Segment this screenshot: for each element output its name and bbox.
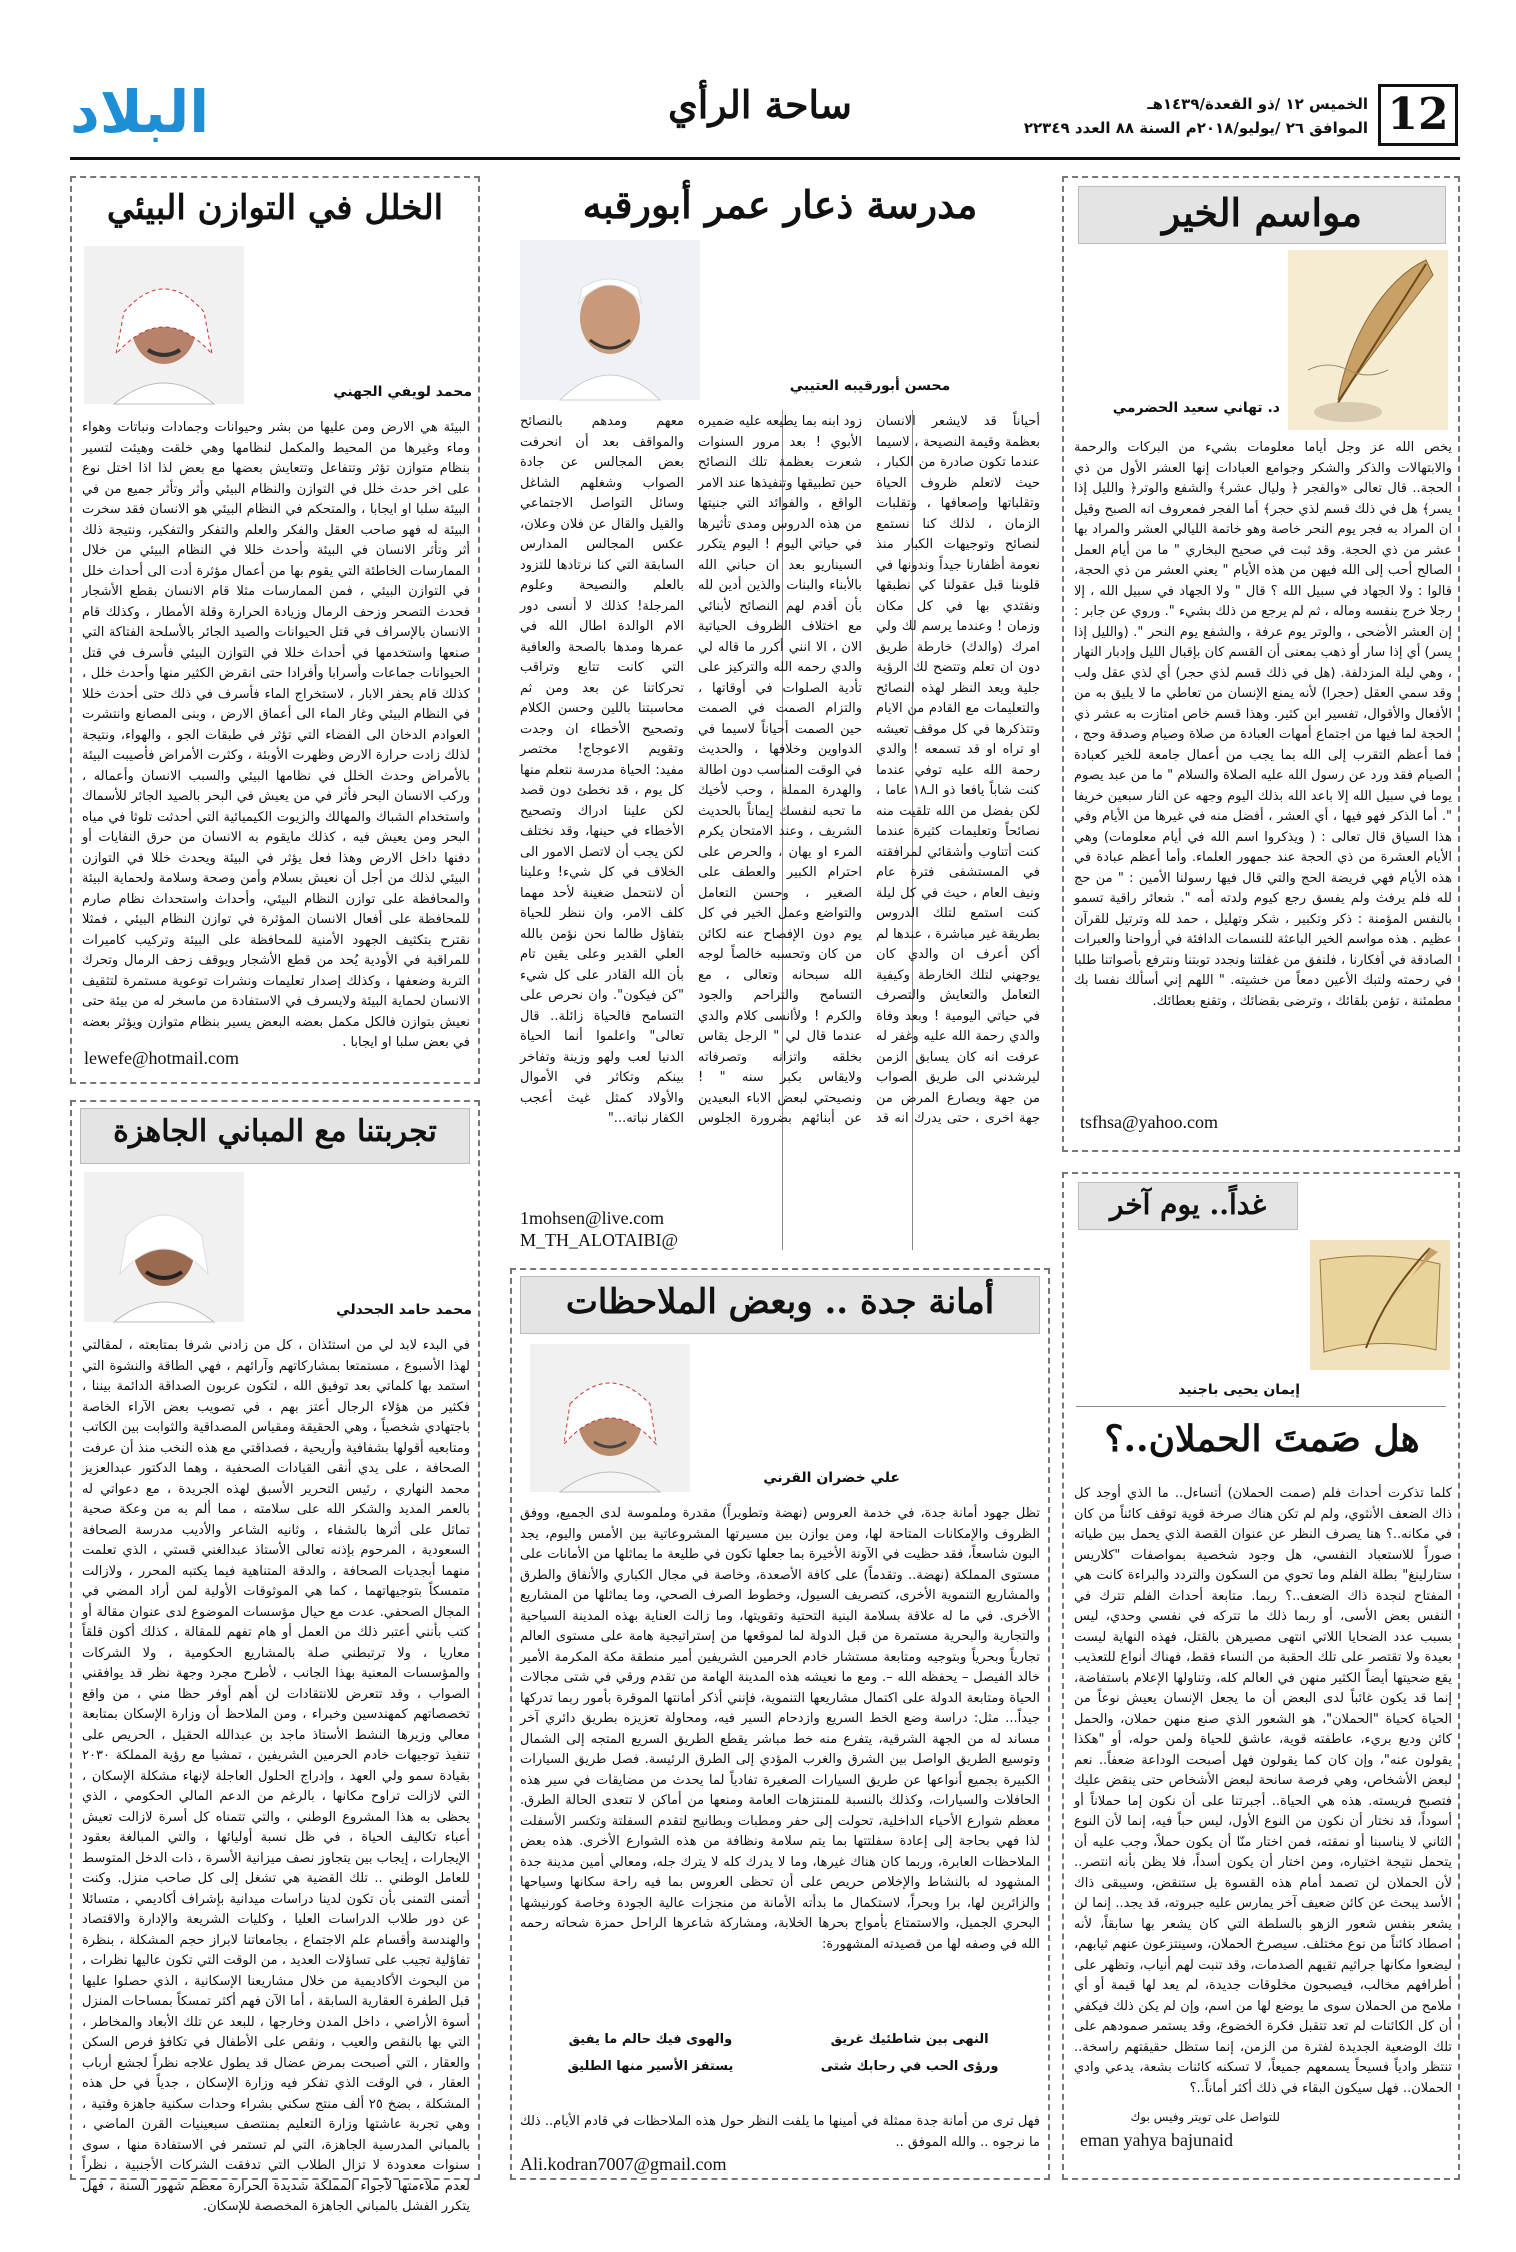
madrasa-body: أحياناً قد لايشعر الانسان بعظمة وقيمة النصيحة ، لاسيما عندما تكون صادرة من الكبار ، حيث لاتعلم ظروف الحياة وتقلباتها وإصعافها ، وتقلبات الزمان ، لذلك كنا نستمع لنصائح وتوجيهات الكبار منذ نعومة أظفارنا جيداً وندونها في قلوبنا قبل عقولنا كي نطبقها ونقتدي بها في كل مكان وزمان ! وعندما يرسم لك ولي امرك (والدك) خارطة طريق دون ان تعلم وتتضح لك الرؤية جلية ويعد النظر لهذه النصائح والتعليمات مع القادم من الايام وتتذكرها في كل موقف تعيشه او تراه او قد تسمعه ! والدي رحمة الله عليه توفي عندما كنت شاباً يافعا ذو الـ١٨ عاما ، لكن بفضل من الله تلقيت منه نصائحاً وتعليمات كثيرة عندما كنت أتناوب وأشقائي لمرافقته في المستشفى فترة عام ونيف العام ، حيث في كل ليلة كنت استمع لتلك الدروس بطريقة غير مباشرة ، عندها لم أكن أعرف ان والدي كان يوجهني لتلك الخارطة وكيفية التعامل والتعايش والتصرف في حياتي اليومية ! وبعد وفاة والدي رحمة الله عليه وغفر له عرفت انه كان يسابق الزمن ليرشدني الى طريق الصواب من جهة ويصارع المرض من جهة اخرى ، حتى يدرك انه قد زود ابنه بما يطيعه عليه ضميره الأبوي ! بعد مرور السنوات شعرت بعظمة تلك النصائح حين تطبيقها وتنفيذها عند الامر الواقع ، والفوائد التي جنيتها من هذه الدروس ومدى تأثيرها في حياتي اليوم ! اليوم يتكرر السيناريو بعد ان حباني الله بالأبناء والبنات والذين أدين لله بأن أقدم لهم النصائح لأبنائي مع اختلاف الظروف الحياتية الان ، الا انني أكرر ما قاله لي والدي رحمه الله والتركيز على تأدية الصلوات في أوقاتها ، والتزام الصمت في الصمت حين الصمت أحياناً لاسيما في الدواوين وخلافها ، والحديث في الوقت المناسب دون اطالة والهدرة المملة ، وحب لأخيك ما تحبه لنفسك إيماناً بالحديث الشريف ، وعند الامتحان يكرم المرء او يهان ، والحرص على احترام الكبير والعطف على الصغير ، وحسن التعامل والتواضع وعمل الخير في كل يوم دون الإفصاح عنه لكائن من كان وتحسبه خالصاً لوجه الله سبحانه وتعالى ، مع التسامح والتراحم والجود والكرم ! ولأانسى كلام والدي عندما قال لي " الرجل يقاس بخلقه واتزانه وتصرفاته ولايقاس بكبر سنه " ! ونصيحتي لبعض الاباء البعيدين عن أبنائهم بضرورة الجلوس معهم ومدهم بالنصائح والمواقف بعد أن انحرفت بعض المجالس عن جادة الصواب وشغلهم الشاغل وسائل التواصل الاجتماعي والقيل والقال عن فلان وعلان، عكس المجالس المدارس السابقة التي كنا نرتادها للتزود بالعلم والنصيحة وعلوم المرجلة! كذلك لا أنسى دور الام الوالدة اطال الله في عمرها ومدها بالصحة والعافية التي كانت تتابع وتراقب تحركاتنا عن بعد ومن ثم محاسبتنا باللين وحسن الكلام وتصحيح الأخطاء ان وجدت وتقويم الاعوجاج! مختصر مفيد: الحياة مدرسة نتعلم منها كل يوم ، قد نخطئ دون قصد لكن علينا ادراك وتصحيح الأخطاء في حينها، وقد نختلف لكن يجب أن لاتصل الامور الى الخلاف في كل شيء! وعلينا أن لانتحمل ضغينة لأحد مهما كلف الامر، وان ننظر للحياة بتفاؤل طالما نحن نؤمن بالله العلي القدير وعلى يقين تام بأن الله القادر على كل شيء "كن فيكون". وان نحرص على التسامح فالحياة زائلة.. قال تعالى" واعلموا أنما الحياة الدنيا لعب ولهو وزينة وتفاخر بينكم وتكاثر في الأموال والأولاد كمثل غيث أعجب الكفار نباته..."	[520, 414, 1040, 1126]
ghadan-contact-label: للتواصل على تويتر وفيس بوك	[1130, 2110, 1280, 2124]
poem-verse-1a: النهى بين شاطئيك غريق	[830, 2032, 989, 2047]
madrasa-email-1: 1mohsen@live.com	[520, 1208, 665, 1228]
paper-illustration	[1310, 1240, 1450, 1370]
madrasa-author-photo	[520, 240, 700, 400]
ghadan-title: غداً.. يوم آخر	[1109, 1188, 1267, 1221]
amanat-email: Ali.kodran7007@gmail.com	[520, 2154, 727, 2174]
tajrubatuna-body: في البدء لابد لي من استئذان ، كل من زادني شرفا بمتابعته ، لمقالتي لهذا الأسبوع ، مستمتعا بمشاركاتهم وآرائهم ، فهي الطاقة والنشوة التي استمد بها كلماتي بعد توفيق الله ، لتكون عربون الصداقة الدائمة بيننا ، فكثير من هؤلاء الرجال أعتز بهم ، في تصويب بعض الآراء الخاصة باجتهادي شخصياً ، وهي الحقيقة ومقياس المصداقية والثوابت بين الكاتب ومتابعيه أقولها بشفافية وأريحية ، فصداقتي مع هذه النخب منذ أن عرفت الصحافة ، على يدي أنقى القيادات الصحفية ، وهما الدكتور عبدالعزيز محمد النهاري ، رئيس التحرير الأسبق لهذه الجريدة ، مع دعواتي له بالعمر المديد والشكر الله على سلامته ، مما ألم به من وعكة صحية تماثل على أثرها بالشفاء ، وثانيه الشاعر والأديب مدرسة الصحافة السعودية ، المرحوم بإذنه تعالى الأستاذ عبدالغني قستي ، الذي تعلمت منهما أبجديات الصحافة ، والدقة المتناهية فيما يكتبه المحرر ، ولازالت متمسكاً بتوجيهاتهما ، كما هي الموثوقات الأولية لمن أراد المضي في المجال الصحفي. عدت مع حيال مؤسسات الموضوع لدى عنوان مقالة أو كتب بأنني أعتبر ذلك من العمل أو هام تفهم للمقالة ، كذلك أكون قلقاً معاريا ، ولا ترتبطني صلة بالمشاريع الحكومية ، ولا الشركات والمؤسسات المعنية بهذا الجانب ، لأطرح مجرد وجهة نظر قد يوافقني الصواب ، وقد تتعرض للانتقادات لن أهم أوفر حظا مني ، من واقع تخصصاتهم كمهندسين وخبراء ، ومن الملاحظ أن وزارة الإسكان بمتابعة معالي وزيرها النشط الأستاذ ماجد بن عبدالله الحقيل ، الحريص على تنفيذ توجيهات خادم الحرمين الشريفين ، تمشيا مع رؤية المملكة ٢٠٣٠ بقيادة سمو ولي العهد ، وإدراج الحلول العاجلة لإنهاء مشكلة الإسكان ، التي لازالت تراوح مكانها ، بالرغم من الدعم المالي الحكومي ، الذي يحظى به هذا المشروع الوطني ، والتي تتمناه كل أسرة لازالت تعيش أعباء تكاليف الحياة ، في ظل نسبة أوليائها ، والتي المبالغة بعقود الإيجارات ، إيجاب بين يتجاوز نصف ميزانية الأسرة ، ذات الدخل المتوسط للعامل الوطني .. تلك القضية هي تشغل إلى كل صاحب منزل. وكنت أتمنى التمنى بأن تكون لدينا دراسات ميدانية بإشراف أكاديمي ، متسائلا عن دور طلاب الدراسات العليا ، وكليات الشريعة والإدارة والاقتصاد والهندسة وأقسام علم الاجتماع ، بجامعاتنا لابراز حجم المشكلة ، بنظرة تفاؤلية تجيب على تساؤلات العديد ، من الوقت التي تكون عاليها نظرات ، من البحوث الأكاديمية من خلال مشاريعنا الإسكانية ، الذي حصلوا عليها قبل الطفرة العقارية السابقة ، أما الآن فهم أكثر تمسكاً بمساحات المنزل أسوة الأراضي ، داخل المدن وخارجها ، للبعد عن تلك الأبعاد والمخاطر ، التي بها بالنقص والعيب ، ونقص على الأطفال في تكافؤ فرص السكن والعقار ، التي أصبحت بمرض عضال قد يطول علاجه نظراً لجشع أرباب العقار ، في الوقت الذي تفكر فيه وزارة الإسكان ، جدياً في حل هذه المشكلة ، بضخ ٢٥ ألف منتج سكني بشراء وحدات سكنية جاهزة وقتية ، وهي تجربة عاشتها وزارة التعليم بمنتصف سبعينيات القرن الماضي ، بالمباني المدرسية الجاهزة، التي لم تستمر في الاستفادة منها ، سوى سنوات معدودة لا تزال الطلاب التي تدفقت الشركات الأجنبية ، نظراً لعدم ملاءمتها لأجواء المملكة شديدة الحرارة معظم شهور السنة ، فهل يتكرر الفشل بالمباني الجاهزة المخصصة للإسكان.	[82, 1338, 470, 2214]
madrasa-author: محسن أبورقيبه العتيبي	[789, 378, 951, 394]
mawasem-author: د. تهاني سعيد الحضرمي	[1112, 400, 1280, 416]
quill-illustration	[1288, 250, 1448, 430]
amanat-title: أمانة جدة .. وبعض الملاحظات	[565, 1282, 995, 1322]
khalal-title: الخلل في التوازن البيئي	[106, 188, 444, 228]
date-line-1: الخميس ١٢ /ذو القعدة/١٤٣٩هـ	[1147, 95, 1368, 113]
page-number: 12	[1378, 84, 1458, 146]
tajrubatuna-author: محمد حامد الجحدلي	[336, 1302, 472, 1318]
ghadan-contact: eman yahya bajunaid	[1080, 2130, 1233, 2150]
header-rule	[70, 157, 1460, 160]
mawasem-email: tsfhsa@yahoo.com	[1080, 1112, 1219, 1132]
amanat-author: علي خضران القرني	[763, 1470, 900, 1486]
amanat-closing: فهل ترى من أمانة جدة ممثلة في أمينها ما يلفت النظر حول هذه الملاحظات في قادم الأيام.. ذلك ما نرجوه .. والله الموفق ..	[520, 2114, 1040, 2150]
khalal-author: محمد لويفي الجهني	[333, 384, 472, 400]
ghadan-body: كلما تذكرت أحداث فلم (صمت الحملان) أتساءل.. ما الذي أوجد كل ذاك الضعف الأنثوي، ولم لم تكن هناك صرخة قوية توقف كائناً من كان في مكانه..؟ هنا يصرف النظر عن عنوان القصة الذي يحمل بين طياته صوراً للاستعباد النفسي، هل وجود شخصية بمواصفات "كلاريس ستارلينغ" بطلة الفلم وما تحوي من السكون والتردد والبراءة كانت هي المفتاح لنجدة ذاك الضعف..؟ ربما. متابعة أحداث الفلم تترك في النفس بعض الأسى، أو ربما ذلك ما تتركه في نفسي وحدي، ليس بسبب عدد الضحايا اللاتي انتهى مصيرهن بالقتل، فهذه النهاية ليست بعيدة ولا تقتصر على تلك الحقبة من النساء فقط، فهناك أنواع للتعذيب يقع ضحيتها أيضاً الكثير منهن في العالم كله، وتناولها الإعلام باستفاضة، إنما قد يكون غائباً لدى البعض أن ما يجعل الإنسان يعيش نوعاً من الحياة كحياة "الحملان"، هو الشعور الذي صنع منهن حملان، والحمل كائن وديع بريء، عاطفته قوية، عاشق للحياة ولمن حوله، أو "هكذا يقولون عنه"، وإن كان كما يقولون فهل أصبحت الوداعة ضعفاً.. نعم لبعض الأشخاص، وهي فرصة سانحة لبعض الأشخاص حتى ينقض عليك فتصبح فريسته. هذه هي الحياة.. أجبرتنا على أن نكون إما حملاناً أو أسوداً، قد نختار أن نكون من النوع الأول، ليس حباً فيه، إنما لأن النوع الثاني لا يناسبنا أو نمقته، فمن اختار منّا أن يكون حملاً، وجب عليه أن يتحمل نتيجة اختياره، ومن اختار أن يكون أسداً، فلا يظن بأنه انتصر.. لأن الحملان لن تصمد أمام هذه القسوة بل ستنقض، وسيبقى ذاك الأسد يبحث عن كائن ضعيف آخر يمارس عليه جبروته، قد يجد.. إنما لن يشعر بنفس شعور الزهو بالسلطة التي كان يشعر بها سابقاً، لأنه اصطاد كائناً من نوع مختلف. سيصرخ الحملان، وسينتزعون عنهم ثيابهم، ليضعوا مكانها جراثيم تقيهم الصدمات، وقد تنبت لهم أنياب، وتظهر على أطرافهم مخالب، فيصبحون مخلوقات جديدة، لم يعد لها قيمة أو أي ملامح من الحملان سوى ما يوضع لها من اسم، وإن لم يكن ذلك فيكفي أن كل الكائنات لم تعد تتقبل فكرة الخضوع، وقد يستمر صمودهم على تلك الوضعية الجديدة لفترة من الزمن، إنما ستظل حقيقتهم راسخة.. تنتظر وادياً فسيحاً يسمعهم جميعاً، لا تسكنه كائنات بشعة، يدعي وادي الحملان.. فهل سيكون البقاء في ذلك أكثر أماناً..؟	[1074, 1486, 1452, 2096]
tajrubatuna-author-photo	[84, 1172, 244, 1322]
ghadan-headline: هل صَمتَ الحملان..؟	[1104, 1418, 1420, 1460]
poem-verse-2b: يستفز الأسير منها الطليق	[567, 2059, 734, 2074]
ghadan-divider	[1076, 1406, 1446, 1407]
poem-verse-2a: ورؤى الحب في رحابك شتى	[820, 2059, 999, 2074]
khalal-author-photo	[84, 246, 244, 404]
tajrubatuna-title: تجربتنا مع المباني الجاهزة	[113, 1114, 437, 1149]
khalal-email: lewefe@hotmail.com	[84, 1048, 240, 1068]
ghadan-author: إيمان يحيى باجنيد	[1178, 1382, 1300, 1398]
amanat-body: تظل جهود أمانة جدة، في خدمة العروس (نهضة وتطويراً) مقدرة وملموسة لدى الجميع، ووفق الظروف والإمكانات المتاحة لها، ومن يوازن بين مسيرتها المشروعاتية بين الأمس واليوم، يجد البون شاسعاً، فقد حظيت في الآونة الأخيرة بما جعلها تكون في طليعة ما يماثلها من الأمانات على مستوى المملكة (نهضة.. وتقدماً) على كافة الأصعدة، وخاصة في مجال الكباري والأنفاق والطرق والمشاريع التنموية الأخرى، كتصريف السيول، وخطوط الصرف الصحي، وما يماثلها من المشاريع الأخرى. في ما له علاقة بسلامة البنية التحتية وتقويتها، وما زالت العناية بهذه المدينة السياحية والتجارية والبحرية مستمرة من قبل الدولة لما لموقعها من إستراتيجية هامة على مستوى العالم تجارياً وبحرياً وبتوجيه ومتابعة مستشار خادم الحرمين الشريفين أمير منطقة مكة المكرمة الأمير خالد الفيصل – يحفظه الله –. ومع ما نعيشه هذه المدينة الهامة من تقدم ورقي في شتى مجالات الحياة ومتابعة الدولة على اكتمال مشاريعها التنموية، فإنني أذكر أمانتها الموقرة بأمور ربما تدركها جيداً... مثل: دراسة وضع الخط السريع وازدحام السير فيه، ومحاولة تعزيزه بطريق دائري آخر مساند له من الجهة الشرقية، يتفرع منه خط مباشر يقطع الطريق السريع المتجه إلى الشمال وتوسيع الطريق الواصل بين الشرق والغرب المؤدي إلى الطرق الرئيسة. فصل طريق السيارات الكبيرة بجميع أنواعها عن طريق السيارات الصغيرة تفادياً لما يحدث من مضايقات في سير هذه الحافلات والسيارات، وكذلك بالنسبة للمنتزهات العامة ومنعها من أماكن لا تتعدى الحالة الطرق. معظم شوارع الأحياء الداخلية، تحولت إلى حفر ومطبات وبطانيج لتقدم السفلتة وتكسر الأسفلت لذا فهي بحاجة إلى إعادة سفلتتها بما يتم سلامة ونظافة من هذه الشوارع الأخرى. هذه بعض الملاحظات العابرة، وربما كان هناك غيرها، وما لا يدرك كله لا يترك جله، ومعالي أمين مدينة جدة المشهود له بالنشاط والإخلاص حريص على أن تحظى العروس بما فيه راحة سكانها وسياحها والزائرين لها، برا وبحراً، لاستكمال ما بدأته الأمانة من منجزات عالية الجودة وخاصة كورنيشها البحري الجميل، والاستمتاع بأمواج بحرها الخلابة، ومشاركة شاعرها الراحل حمزة شحاته رحمه الله في وصفه لها من قصيدته المشهورة:	[520, 1506, 1040, 1952]
section-title: ساحة الرأي	[668, 82, 852, 127]
newspaper-logo: البلاد	[70, 78, 210, 146]
amanat-poem	[540, 2030, 1020, 2108]
issue-date	[1024, 92, 1368, 140]
khalal-body: البيئة هي الارض ومن عليها من بشر وحيوانات وجمادات ونباتات وهواء وماء وغيرها من المحيط والمكمل لنظامها وهي خلقت وهيئت لتسير بنظام متوازن تؤثر وتتفاعل وتتعايش بعضها مع بعض لذا اذا اختل نوع على اخر حدث خلل في التوازن والنظام البيئي وأثر وتأثر جميع من في البيئة سلبا او ايجابا ، والمتحكم في النظام البيئي هو الانسان فقد سخرت البيئة له فهو صاحب العقل والفكر والعلم والتفكر والتفكير، ونتيجة ذلك أثر وتأثر الانسان في البيئة وأحدث خللا في النظام البيئي من خلال الممارسات الخاطئة التي يقوم بها من أعمال مؤثرة أدت الى أحداث خلل في التوازن البيئي ، فمن الممارسات مثلا قام الانسان بقطع الأشجار فحدث التصحر وزحف الرمال وزيادة الحرارة وقلة الأمطار ، وكذلك قام الانسان بالإسراف في قتل الحيوانات والصيد الجائر بالأسلحة الفتاكة التي صنعها واستخدمها في أحداث خللا في التوازن البيئي فأسرف في قتل الحيوانات جماعات وأسرابا وأفرادا حتى انقرض الكثير منها وأحدث خلل ، كذلك قام بحفر الابار ، لاستخراج الماء فأسرف في ذلك حتى أحدث خللا في النظام البيئي وغار الماء الى أعماق الارض ، وبنى المصانع وانتشرت العوادم الدخان الى الفضاء التي تؤثر في طبقات الجو ، والهواء، ونتيجة لذلك زادت حرارة الارض وظهرت الأوبئة ، وكثرت الأمراض فأصيبت البيئة بالأمراض وحدث الخلل في نظامها البيئي والسبب الانسان وأعماله ، وركب الانسان البحر فأثر في من يعيش في البحر بالصيد الجائر للأسماك واستخدام الشباك والمهالك والزيوت الكيميائية التي أحدثت تلوثا في مياه البحر ومن يعيش فيه ، كذلك مايقوم به الانسان من حرق النفايات أو دفنها داخل الارض وهذا فعل يؤثر في البيئة ويحدث خللا في التوازن البيئي لذلك من أجل أن نعيش بسلام وأمن وصحة وسلامة ولحماية البيئة والمحافظة على توازن النظام البيئي، وأحداث واستحداث نظام صارم للمحافظة على أفعال الانسان المؤثرة في توازن النظام البيئي ، فمثلا نقترح بتكثيف الجهود الأمنية للمحافظة على البيئة وتركيب كاميرات للمراقبة في الأودية يُحد من قطع الأشجار ويوقف زحف الرمال وتحرك التربة وضعفها ، وكذلك إصدار تعليمات ونشرات توعوية مستمرة لتثقيف الانسان لحماية البيئة ولايسرف في الاستفادة من ماسخر له من بيئة حتى نعيش بتوازن فالكل مكمل بعضه البعض يسير بنظام متوازن ويؤثر بعضه في بعض سلبا او ايجابا .	[82, 420, 470, 1050]
amanat-author-photo	[530, 1344, 690, 1492]
poem-verse-1b: والهوى فيك حالم ما يفيق	[568, 2032, 733, 2047]
madrasa-title: مدرسة ذعار عمر أبورقبه	[582, 182, 978, 227]
mawasem-title: مواسم الخير	[1161, 190, 1362, 235]
date-line-2: الموافق ٢٦ /يوليو/٢٠١٨م السنة ٨٨ العدد ٢٢٣٤٩	[1023, 119, 1368, 137]
mawasem-body: يخص الله عز وجل أياما معلومات بشيء من البركات والرحمة والابتهالات والذكر والشكر وجوامع العبادات إنها العشر الأول من ذي الحجة.. قال تعالى «والفجر ﴿ وليال عشر﴾ والشفع والوتر﴿ والليل إذا يسر﴾ هل في ذلك قسم لذي حجر﴾ أما الفجر فمعروف انه الصبح وقيل ان المراد به فجر يوم النحر خاصة وهو خاتمة الليالي العشر والمراد بها عشر من ذي الحجة. وقد ثبت في صحيح البخاري " ما من أيام العمل الصالح أحب إلى الله فيهن من هذه الأيام " يعني العشر من ذي الحجة، قالوا : ولا الجهاد في سبيل الله ؟ قال " ولا الجهاد في سبيل الله ، إلا رجلا خرج بنفسه وماله ، ثم لم يرجع من ذلك بشيء ". وروي عن جابر : إن العشر الأضحى ، والوتر يوم عرفة ، والشفع يوم النحر ". (والليل إذا يسر) أي إذا سار أو ذهب بمعنى أن القسم كان بإقبال الليل وإدبار النهار ، وهي ليلة المزدلفة. (هل في ذلك قسم لذي حجر) أي لذي عقل ولب وقد سمي العقل (حجرا) لأنه يمنع الإنسان من تعاطي ما لا يليق به من الأفعال والأقوال، تفسير ابن كثير. وهذا قسم خاص امتازت به عشر ذي الحجة لما فيها من اجتماع أمهات العبادة من صلاة وصيام وصدقة وحج ، فما أعظم التقرب إلى الله بما يجب من أعمال جامعة للخير كعبادة الصيام فقد ورد عن رسول الله عليه الصلاة والسلام " ما من عبد يصوم يوما في سبيل الله إلا باعد الله بذلك اليوم وجهه عن النار سبعين خريفا ". أما الذكر فهو فيها ، أي العشر ، أفضل منه في غيرها من الأيام وفي هذا السياق قال تعالى : ( ويذكروا اسم الله في أيام معلومات) وهي الأيام العشرة من ذي الحجة عند جمهور العلماء. وأما أعظم عبادة في هذه الأيام فهي فريضة الحج والتي قال فيها رسولنا الأمين : " من حج لله فلم يرفث ولم يفسق رجع كيوم ولدته أمه ". شعائر راقية تسمو بالنفس المؤمنة : ذكر وتكبير ، شكر وتهليل ، حمد لله وترتيل للقرآن عظيم . هذه مواسم الخير الباعثة للنسمات الدافئة في أرواحنا والعبرات الصادقة في أفكارنا ، فلنفق من غفلتنا ونجدد توبتنا ونترفع بأصواتنا طلبا في رحمته ولتبك الأعين دمعاً من خشيته. " اللهم إني أسألك نفسا بك مطمئنة ، تؤمن بلقائك ، وترضى بقضائك ، وتقنع بعطائك.	[1074, 440, 1452, 1009]
madrasa-email-2: M_TH_ALOTAIBI@	[520, 1230, 679, 1250]
